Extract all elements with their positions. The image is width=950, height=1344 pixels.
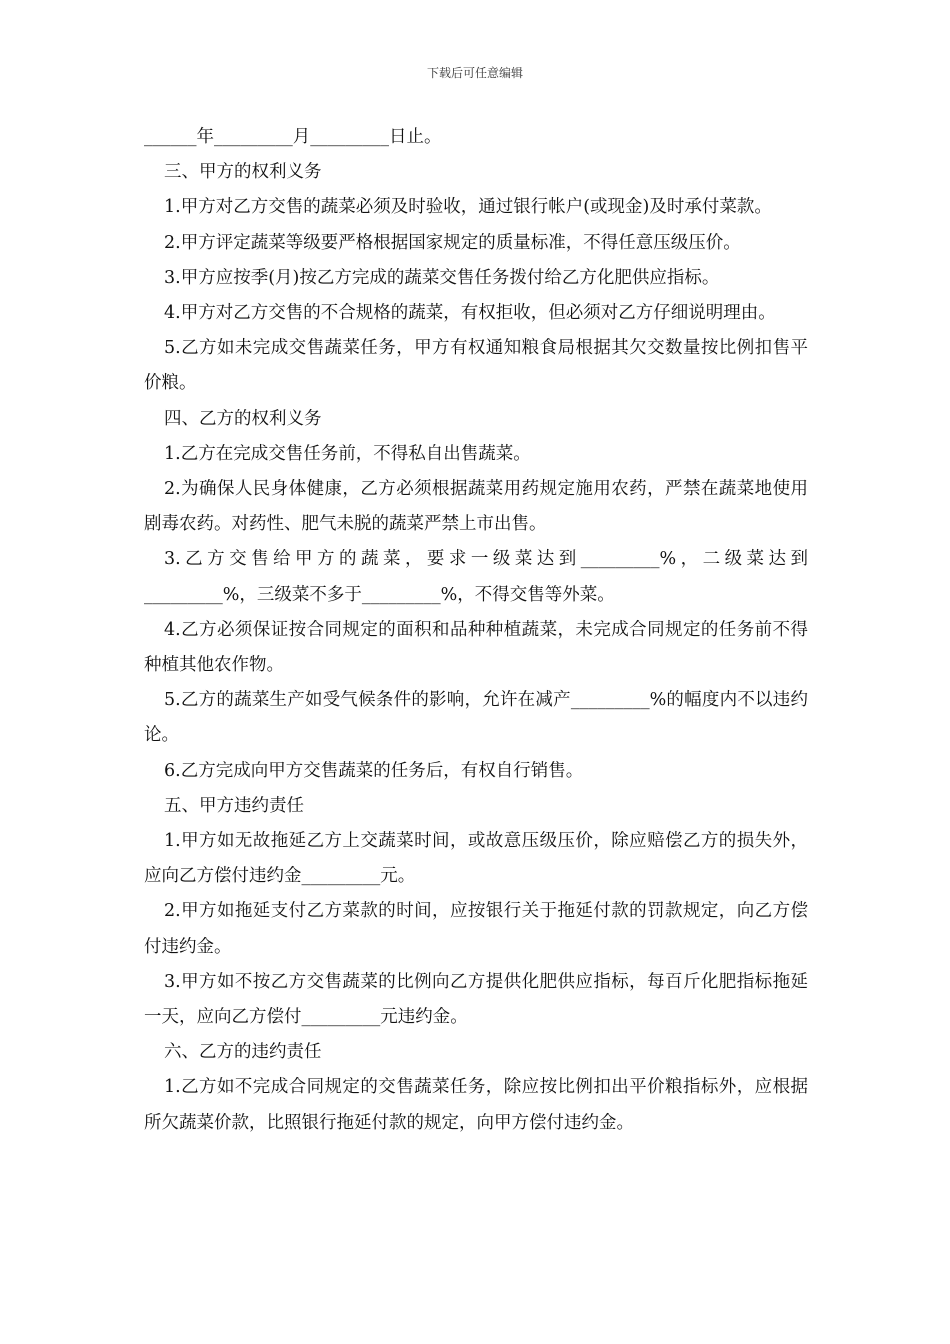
paragraph: 2.甲方评定蔬菜等级要严格根据国家规定的质量标准，不得任意压级压价。 [164, 232, 741, 253]
paragraph: 5.乙方如未完成交售蔬菜任务，甲方有权通知粮食局根据其欠交数量按比例扣售平价粮。 [144, 338, 808, 394]
page-header-note: 下载后可任意编辑 [426, 66, 523, 80]
paragraph: 1.乙方在完成交售任务前，不得私自出售蔬菜。 [164, 443, 531, 464]
paragraph: 三、甲方的权利义务 [164, 162, 322, 183]
paragraph: 3.甲方如不按乙方交售蔬菜的比例向乙方提供化肥供应指标，每百斤化肥指标拖延一天，应向乙方偿付_________元违约金。 [144, 971, 808, 1028]
paragraph: 1.甲方对乙方交售的蔬菜必须及时验收，通过银行帐户(或现金)及时承付菜款。 [164, 197, 772, 218]
paragraph: 2.甲方如拖延支付乙方菜款的时间，应按银行关于拖延付款的罚款规定，向乙方偿付违约金。 [144, 901, 808, 957]
paragraph: 四、乙方的权利义务 [164, 408, 322, 429]
paragraph: 五、甲方违约责任 [164, 795, 304, 816]
paragraph: 3.乙方交售给甲方的蔬菜，要求一级菜达到_________%，二级菜达到_________%，三级菜不多于_________%，不得交售等外菜。 [144, 549, 808, 605]
paragraph: 4.乙方必须保证按合同规定的面积和品种种植蔬菜，未完成合同规定的任务前不得种植其他农作物。 [144, 619, 808, 676]
paragraph: 3.甲方应按季(月)按乙方完成的蔬菜交售任务拨付给乙方化肥供应指标。 [164, 267, 720, 288]
paragraph: 5.乙方的蔬菜生产如受气候条件的影响，允许在减产_________%的幅度内不以违约论。 [144, 690, 808, 746]
paragraph: 1.乙方如不完成合同规定的交售蔬菜任务，除应按比例扣出平价粮指标外，应根据所欠蔬菜价款，比照银行拖延付款的规定，向甲方偿付违约金。 [144, 1077, 808, 1133]
paragraph: 6.乙方完成向甲方交售蔬菜的任务后，有权自行销售。 [164, 760, 584, 781]
paragraph: 2.为确保人民身体健康，乙方必须根据蔬菜用药规定施用农药，严禁在蔬菜地使用剧毒农药。对药性、肥气未脱的蔬菜严禁上市出售。 [144, 479, 808, 535]
paragraph: ______年_________月_________日止。 [144, 127, 442, 147]
paragraph: 六、乙方的违约责任 [164, 1042, 322, 1063]
paragraph: 1.甲方如无故拖延乙方上交蔬菜时间，或故意压级压价，除应赔偿乙方的损失外，应向乙方偿付违约金_________元。 [144, 831, 808, 887]
document-body [144, 120, 808, 1141]
paragraph: 4.甲方对乙方交售的不合规格的蔬菜，有权拒收，但必须对乙方仔细说明理由。 [164, 303, 776, 324]
